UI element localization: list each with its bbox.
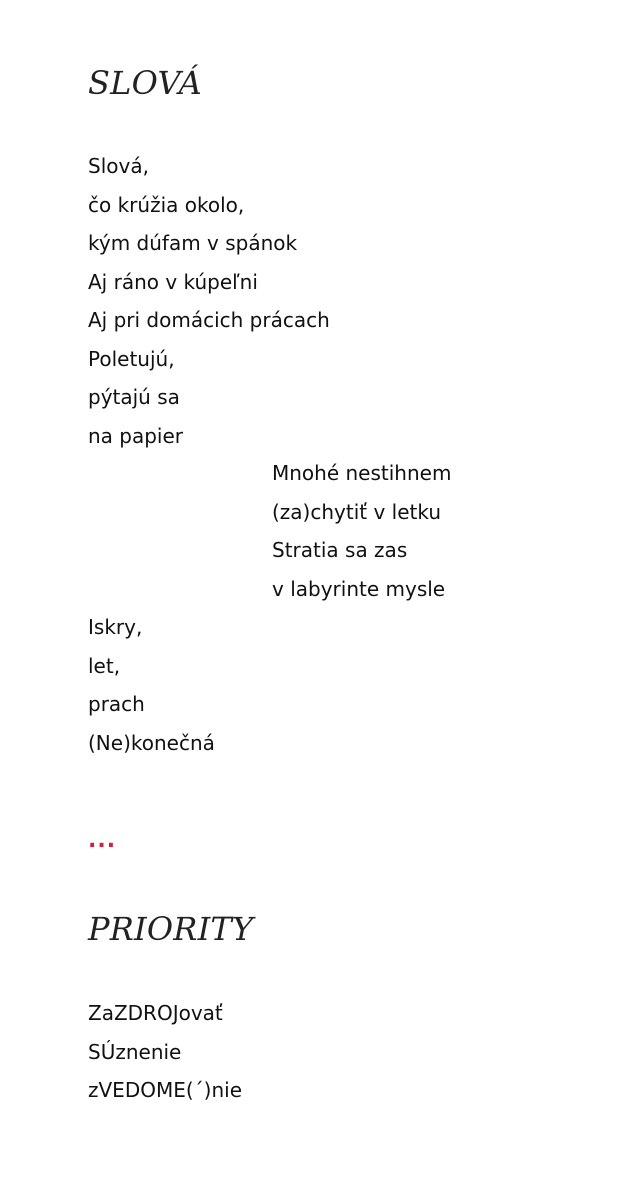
poem-title-slova: SLOVÁ: [88, 64, 202, 102]
poem-line: na papier: [88, 423, 184, 448]
poem-line: Aj pri domácich prácach: [88, 308, 330, 332]
poem-stanza-1: [88, 147, 330, 455]
poem-line: čo krúžia okolo,: [88, 192, 245, 217]
poem-title-priority: PRIORITY: [88, 910, 254, 948]
poem-stanza-priority: [88, 994, 242, 1110]
poem-line: pýtajú sa: [88, 385, 180, 409]
poem-line: Iskry,: [88, 615, 143, 639]
section-separator: ...: [88, 828, 117, 853]
poem-line: Aj ráno v kúpeľni: [88, 269, 258, 294]
poem-line: prach: [88, 692, 145, 716]
poem-line: zVEDOME(´)nie: [88, 1078, 242, 1102]
poem-line: Stratia sa zas: [272, 538, 408, 562]
poem-stanza-3: [88, 608, 215, 762]
poem-line: kým dúfam v spánok: [88, 231, 298, 255]
poem-line: Slová,: [88, 154, 149, 178]
poem-line: v labyrinte mysle: [272, 576, 446, 601]
poem-line: Poletujú,: [88, 346, 175, 371]
poem-line: ZaZDROJovať: [88, 1001, 223, 1025]
poem-line: SÚznenie: [88, 1039, 182, 1064]
poem-line: (za)chytiť v letku: [272, 499, 442, 524]
poem-line: (Ne)konečná: [88, 730, 215, 755]
poem-stanza-2-indented: [272, 454, 451, 608]
poem-line: Mnohé nestihnem: [272, 461, 452, 485]
poem-line: let,: [88, 653, 121, 678]
